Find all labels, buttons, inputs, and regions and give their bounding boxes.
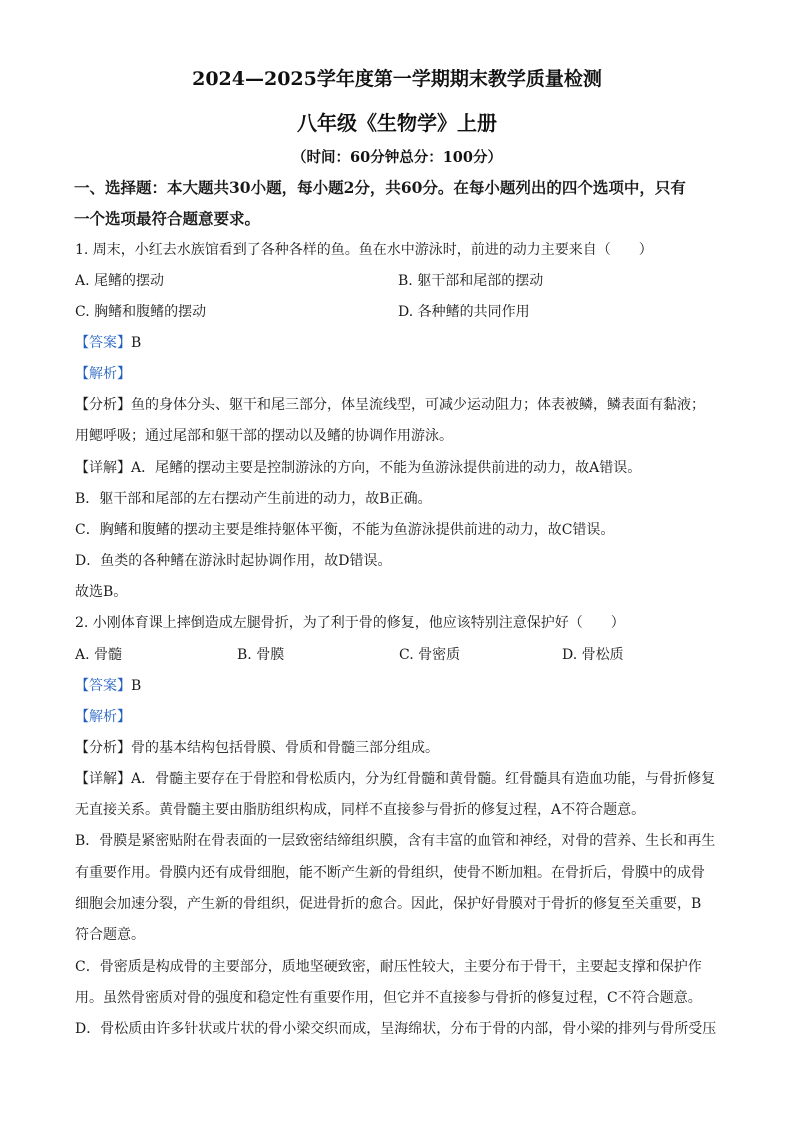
q2-line-d1: D．骨松质由许多针状或片状的骨小梁交织而成，呈海绵状，分布于骨的内部，骨小梁的排列与骨所受压 [75, 1021, 717, 1037]
q1-line-c: C．胸鳍和腹鳍的摆动主要是维持躯体平衡，不能为鱼游泳提供前进的动力，故C错误。 [75, 522, 615, 538]
q1-xiangjie-tag: 【详解】 [75, 460, 131, 476]
q2-option-d: D. 骨松质 [562, 647, 624, 663]
exam-title: 2024—2025学年度第一学期期末教学质量检测 [192, 68, 602, 90]
q1-conclusion: 故选B。 [75, 584, 128, 600]
q2-line-c2: 用。虽然骨密质对骨的强度和稳定性有重要作用，但它并不直接参与骨折的修复过程，C不符合题意。 [75, 990, 702, 1006]
q1-stem: 1. 周末，小红去水族馆看到了各种各样的鱼。鱼在水中游泳时，前进的动力主要来自（ ） [75, 242, 653, 258]
q2-answer-tag: 【答案】 [75, 678, 131, 694]
q1-xiangjie-a: A．尾鳍的摆动主要是控制游泳的方向，不能为鱼游泳提供前进的动力，故A错误。 [131, 460, 642, 476]
q2-fenxi-line-1 [75, 738, 725, 758]
q2-fenxi-text-1: 骨的基本结构包括骨膜、骨质和骨髓三部分组成。 [131, 740, 439, 756]
q1-fenxi-line-1 [75, 395, 725, 415]
q1-fenxi-line-2: 用鳃呼吸；通过尾部和躯干部的摆动以及鳍的协调作用游泳。 [75, 428, 453, 444]
q2-stem: 2. 小刚体育课上摔倒造成左腿骨折，为了利于骨的修复，他应该特别注意保护好（ ） [75, 615, 625, 631]
q1-xiangjie-line-a [75, 458, 725, 478]
q2-xiangjie-a2: 无直接关系。黄骨髓主要由脂肪组织构成，同样不直接参与骨折的修复过程，A不符合题意。 [75, 802, 646, 818]
q2-option-c: C. 骨密质 [399, 647, 461, 663]
q1-answer-line [75, 333, 725, 353]
q2-xiangjie-tag: 【详解】 [75, 771, 131, 787]
q1-line-b: B．躯干部和尾部的左右摆动产生前进的动力，故B正确。 [75, 491, 432, 507]
q1-answer-tag: 【答案】 [75, 335, 131, 351]
exam-subtitle: 八年级《生物学》上册 [297, 111, 497, 135]
q2-answer: B [131, 678, 142, 694]
q1-line-d: D．鱼类的各种鳍在游泳时起协调作用，故D错误。 [75, 553, 392, 569]
q1-option-b: B. 躯干部和尾部的摆动 [398, 273, 544, 289]
q2-option-a: A. 骨髓 [75, 647, 123, 663]
q1-option-d: D. 各种鳍的共同作用 [398, 304, 530, 320]
q2-xiangjie-a1: A．骨髓主要存在于骨腔和骨松质内，分为红骨髓和黄骨髓。红骨髓具有造血功能，与骨折修复 [131, 771, 716, 787]
section-heading-line-2: 一个选项最符合题意要求。 [74, 209, 261, 228]
q2-line-b4: 符合题意。 [75, 927, 145, 943]
q1-fenxi-text-1: 鱼的身体分头、躯干和尾三部分，体呈流线型，可减少运动阻力；体表被鳞，鳞表面有黏液； [131, 397, 705, 413]
q1-option-a: A. 尾鳍的摆动 [75, 273, 165, 289]
q2-xiangjie-line-a1 [75, 769, 725, 789]
q1-fenxi-tag: 【分析】 [75, 397, 131, 413]
q2-line-c1: C．骨密质是构成骨的主要部分，质地坚硬致密，耐压性较大，主要分布于骨干，主要起支撑和保护作 [75, 959, 702, 975]
q1-option-c: C. 胸鳍和腹鳍的摆动 [75, 304, 207, 320]
q2-analysis-tag: 【解析】 [75, 709, 131, 725]
q2-line-b3: 细胞会加速分裂，产生新的骨组织，促进骨折的愈合。因此，保护好骨膜对于骨折的修复至关重要，B [75, 896, 702, 912]
exam-time-note: （时间：60分钟总分：100分） [292, 149, 502, 166]
q2-line-b2: 有重要作用。骨膜内还有成骨细胞，能不断产生新的骨组织，使骨不断加粗。在骨折后，骨膜中的成骨 [75, 865, 705, 881]
section-heading-line-1: 一、选择题：本大题共30小题，每小题2分，共60分。在每小题列出的四个选项中，只有 [74, 178, 686, 197]
q2-fenxi-tag: 【分析】 [75, 740, 131, 756]
q1-answer: B [131, 335, 142, 351]
q2-option-b: B. 骨膜 [237, 647, 285, 663]
q2-answer-line [75, 676, 725, 696]
q2-line-b1: B．骨膜是紧密贴附在骨表面的一层致密结缔组织膜，含有丰富的血管和神经，对骨的营养、生长和再生 [75, 833, 716, 849]
q1-analysis-tag: 【解析】 [75, 366, 131, 382]
